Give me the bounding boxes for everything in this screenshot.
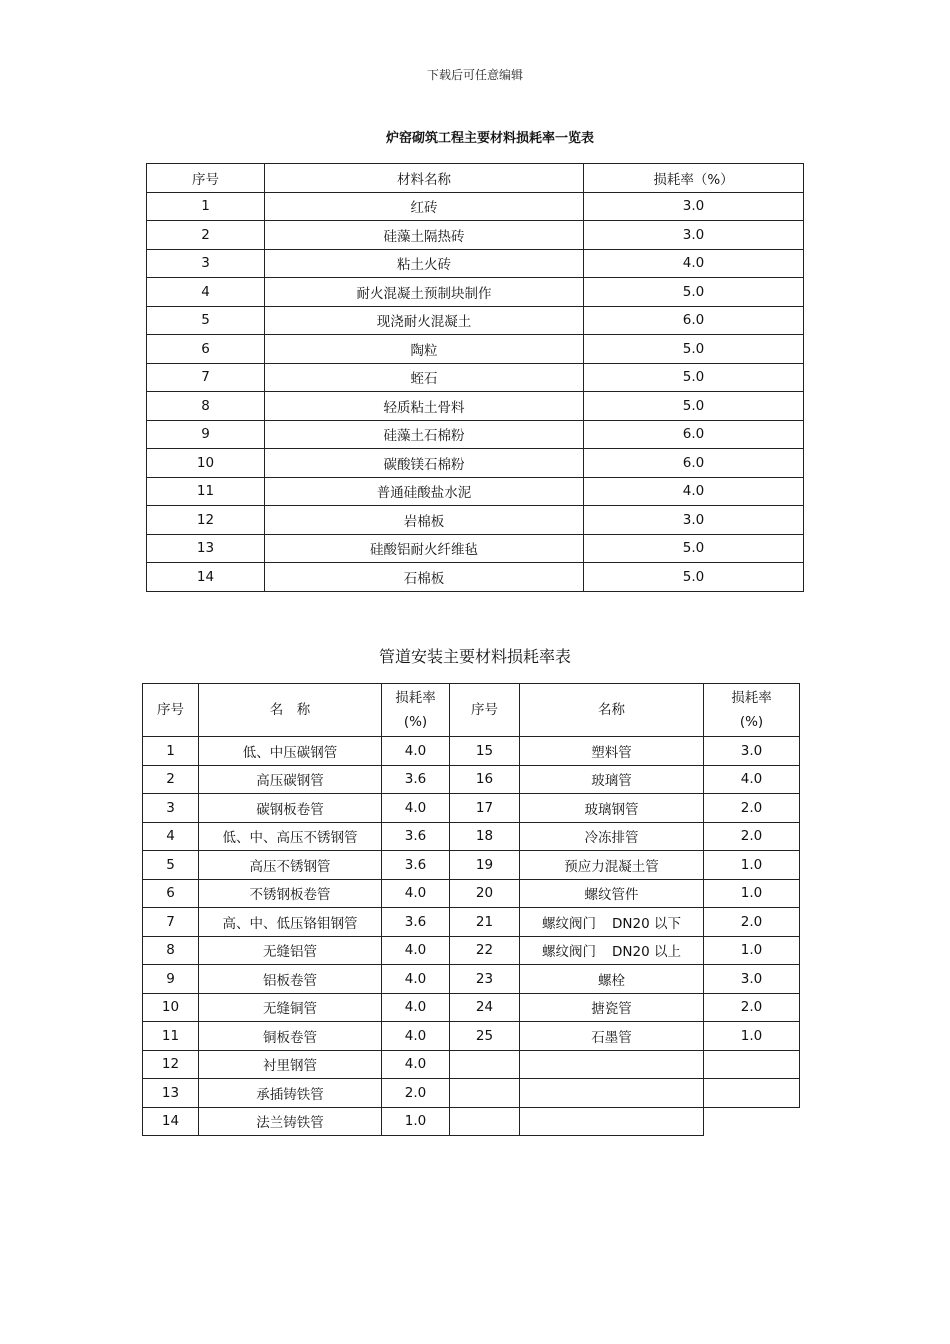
material-name-left: 高、中、低压铬钼钢管 xyxy=(199,908,382,937)
row-no-right: 23 xyxy=(450,965,520,994)
row-no: 13 xyxy=(147,534,265,563)
material-name-right: 冷冻排管 xyxy=(520,822,704,851)
loss-rate: 5.0 xyxy=(584,335,804,364)
table-row xyxy=(147,506,804,535)
empty-cell xyxy=(704,1050,800,1079)
material-name: 现浇耐火混凝土 xyxy=(265,306,584,335)
material-name-right xyxy=(520,936,704,965)
row-no-left: 13 xyxy=(143,1079,199,1108)
loss-rate-left: 4.0 xyxy=(382,936,450,965)
loss-rate: 4.0 xyxy=(584,249,804,278)
material-name-left: 高压碳钢管 xyxy=(199,765,382,794)
loss-rate-left: 4.0 xyxy=(382,1022,450,1051)
table-row xyxy=(147,221,804,250)
material-name-left: 承插铸铁管 xyxy=(199,1079,382,1108)
table1-title: 炉窑砌筑工程主要材料损耗率一览表 xyxy=(385,131,594,146)
row-no-left: 11 xyxy=(143,1022,199,1051)
material-name: 耐火混凝土预制块制作 xyxy=(265,278,584,307)
row-no-right: 17 xyxy=(450,794,520,823)
row-no: 12 xyxy=(147,506,265,535)
row-no: 11 xyxy=(147,477,265,506)
table-row xyxy=(143,936,800,965)
empty-cell xyxy=(704,1107,800,1136)
table-row xyxy=(143,965,800,994)
loss-rate-left: 4.0 xyxy=(382,879,450,908)
table-row xyxy=(143,1107,800,1136)
loss-rate-right: 4.0 xyxy=(704,765,800,794)
row-no-right: 20 xyxy=(450,879,520,908)
table-row xyxy=(143,1079,800,1108)
row-no: 7 xyxy=(147,363,265,392)
table-row xyxy=(147,449,804,478)
material-name: 陶粒 xyxy=(265,335,584,364)
material-name-right: 预应力混凝土管 xyxy=(520,851,704,880)
material-name: 轻质粘土骨料 xyxy=(265,392,584,421)
loss-rate: 5.0 xyxy=(584,392,804,421)
loss-rate-right: 3.0 xyxy=(704,965,800,994)
material-name-left: 衬里钢管 xyxy=(199,1050,382,1079)
material-name-left: 铝板卷管 xyxy=(199,965,382,994)
pipe-material-loss-table xyxy=(142,683,800,1136)
row-no-right: 24 xyxy=(450,993,520,1022)
loss-rate-right: 3.0 xyxy=(704,737,800,766)
header-rate-right-line2: (%) xyxy=(739,714,764,730)
material-name: 粘土火砖 xyxy=(265,249,584,278)
valve-name: 螺纹阀门 xyxy=(542,944,597,961)
table-row xyxy=(143,908,800,937)
material-name-left: 法兰铸铁管 xyxy=(199,1107,382,1136)
loss-rate: 5.0 xyxy=(584,563,804,592)
row-no-left: 12 xyxy=(143,1050,199,1079)
loss-rate-right: 1.0 xyxy=(704,851,800,880)
row-no-right: 19 xyxy=(450,851,520,880)
loss-rate-right: 1.0 xyxy=(704,879,800,908)
row-no: 5 xyxy=(147,306,265,335)
table-row xyxy=(147,420,804,449)
loss-rate: 6.0 xyxy=(584,449,804,478)
loss-rate-left: 2.0 xyxy=(382,1079,450,1108)
table-row xyxy=(143,1022,800,1051)
material-name-right xyxy=(520,908,704,937)
loss-rate: 5.0 xyxy=(584,363,804,392)
table-row xyxy=(147,192,804,221)
material-name-right: 搪瓷管 xyxy=(520,993,704,1022)
header-rate-right-line1: 损耗率 xyxy=(731,690,772,706)
loss-rate-left: 3.6 xyxy=(382,765,450,794)
material-name: 硅酸铝耐火纤维毡 xyxy=(265,534,584,563)
row-no: 4 xyxy=(147,278,265,307)
material-name: 普通硅酸盐水泥 xyxy=(265,477,584,506)
table-row xyxy=(143,1050,800,1079)
material-name-right: 玻璃管 xyxy=(520,765,704,794)
loss-rate: 6.0 xyxy=(584,306,804,335)
material-name: 石棉板 xyxy=(265,563,584,592)
row-no-left: 8 xyxy=(143,936,199,965)
header-rate-left-line2: (%) xyxy=(403,714,428,730)
table-row xyxy=(147,477,804,506)
table-row xyxy=(143,765,800,794)
table-row xyxy=(147,563,804,592)
table-row xyxy=(143,794,800,823)
material-name-left: 无缝铝管 xyxy=(199,936,382,965)
loss-rate: 3.0 xyxy=(584,192,804,221)
row-no-left: 14 xyxy=(143,1107,199,1136)
empty-cell xyxy=(520,1079,704,1108)
row-no-right: 25 xyxy=(450,1022,520,1051)
material-name: 岩棉板 xyxy=(265,506,584,535)
row-no: 10 xyxy=(147,449,265,478)
loss-rate-right: 2.0 xyxy=(704,794,800,823)
header-rate-left xyxy=(382,684,450,737)
table-row xyxy=(147,392,804,421)
table-row xyxy=(147,534,804,563)
loss-rate-left: 1.0 xyxy=(382,1107,450,1136)
loss-rate: 3.0 xyxy=(584,221,804,250)
material-name: 红砖 xyxy=(265,192,584,221)
valve-spec: DN20 以下 xyxy=(612,915,681,932)
header-no-right: 序号 xyxy=(450,684,520,737)
loss-rate-right: 1.0 xyxy=(704,936,800,965)
loss-rate-right: 2.0 xyxy=(704,993,800,1022)
material-name-right: 玻璃钢管 xyxy=(520,794,704,823)
material-name-right: 螺栓 xyxy=(520,965,704,994)
header-name-right: 名称 xyxy=(520,684,704,737)
row-no-left: 10 xyxy=(143,993,199,1022)
loss-rate: 5.0 xyxy=(584,534,804,563)
row-no-right: 16 xyxy=(450,765,520,794)
empty-cell xyxy=(450,1050,520,1079)
loss-rate-left: 4.0 xyxy=(382,965,450,994)
loss-rate-left: 3.6 xyxy=(382,851,450,880)
furnace-material-loss-table xyxy=(146,163,804,592)
row-no-left: 4 xyxy=(143,822,199,851)
loss-rate-left: 4.0 xyxy=(382,794,450,823)
material-name-left: 低、中、高压不锈钢管 xyxy=(199,822,382,851)
row-no-right: 22 xyxy=(450,936,520,965)
empty-cell xyxy=(704,1079,800,1108)
valve-spec: DN20 以上 xyxy=(612,944,681,961)
header-loss-rate: 损耗率（%） xyxy=(584,164,804,193)
loss-rate-left: 4.0 xyxy=(382,1050,450,1079)
empty-cell xyxy=(520,1050,704,1079)
valve-name: 螺纹阀门 xyxy=(542,915,597,932)
empty-cell xyxy=(520,1107,704,1136)
material-name-left: 碳钢板卷管 xyxy=(199,794,382,823)
header-rate-right xyxy=(704,684,800,737)
header-note: 下载后可任意编辑 xyxy=(426,68,523,82)
row-no-left: 9 xyxy=(143,965,199,994)
loss-rate-left: 3.6 xyxy=(382,908,450,937)
row-no: 6 xyxy=(147,335,265,364)
loss-rate-left: 4.0 xyxy=(382,993,450,1022)
material-name-left: 低、中压碳钢管 xyxy=(199,737,382,766)
loss-rate: 6.0 xyxy=(584,420,804,449)
table-row xyxy=(143,737,800,766)
material-name-right: 塑料管 xyxy=(520,737,704,766)
table2-title: 管道安装主要材料损耗率表 xyxy=(378,647,571,666)
row-no: 8 xyxy=(147,392,265,421)
empty-cell xyxy=(450,1079,520,1108)
loss-rate: 4.0 xyxy=(584,477,804,506)
row-no: 14 xyxy=(147,563,265,592)
row-no-left: 3 xyxy=(143,794,199,823)
material-name-left: 高压不锈钢管 xyxy=(199,851,382,880)
loss-rate-left: 4.0 xyxy=(382,737,450,766)
row-no-left: 1 xyxy=(143,737,199,766)
table-row xyxy=(147,306,804,335)
table-row xyxy=(143,851,800,880)
row-no-left: 2 xyxy=(143,765,199,794)
header-no-left: 序号 xyxy=(143,684,199,737)
empty-cell xyxy=(450,1107,520,1136)
row-no: 9 xyxy=(147,420,265,449)
header-material-name: 材料名称 xyxy=(265,164,584,193)
row-no: 3 xyxy=(147,249,265,278)
loss-rate: 5.0 xyxy=(584,278,804,307)
material-name-left: 铜板卷管 xyxy=(199,1022,382,1051)
header-no: 序号 xyxy=(147,164,265,193)
row-no: 1 xyxy=(147,192,265,221)
material-name-left: 不锈钢板卷管 xyxy=(199,879,382,908)
loss-rate: 3.0 xyxy=(584,506,804,535)
table2-header-row xyxy=(143,684,800,737)
material-name-right: 石墨管 xyxy=(520,1022,704,1051)
loss-rate-right: 2.0 xyxy=(704,822,800,851)
material-name: 硅藻土隔热砖 xyxy=(265,221,584,250)
loss-rate-right: 1.0 xyxy=(704,1022,800,1051)
row-no-right: 18 xyxy=(450,822,520,851)
table-row xyxy=(143,879,800,908)
table1-header-row xyxy=(147,164,804,193)
row-no-left: 5 xyxy=(143,851,199,880)
table-row xyxy=(147,363,804,392)
material-name-left: 无缝铜管 xyxy=(199,993,382,1022)
table-row xyxy=(147,335,804,364)
table-row xyxy=(143,993,800,1022)
row-no-right: 21 xyxy=(450,908,520,937)
loss-rate-right: 2.0 xyxy=(704,908,800,937)
material-name-right: 螺纹管件 xyxy=(520,879,704,908)
header-rate-left-line1: 损耗率 xyxy=(395,690,436,706)
material-name: 碳酸镁石棉粉 xyxy=(265,449,584,478)
loss-rate-left: 3.6 xyxy=(382,822,450,851)
material-name: 硅藻土石棉粉 xyxy=(265,420,584,449)
header-name-left: 名 称 xyxy=(199,684,382,737)
row-no-left: 6 xyxy=(143,879,199,908)
table-row xyxy=(147,249,804,278)
table-row xyxy=(147,278,804,307)
table-row xyxy=(143,822,800,851)
row-no-right: 15 xyxy=(450,737,520,766)
row-no: 2 xyxy=(147,221,265,250)
material-name: 蛭石 xyxy=(265,363,584,392)
row-no-left: 7 xyxy=(143,908,199,937)
